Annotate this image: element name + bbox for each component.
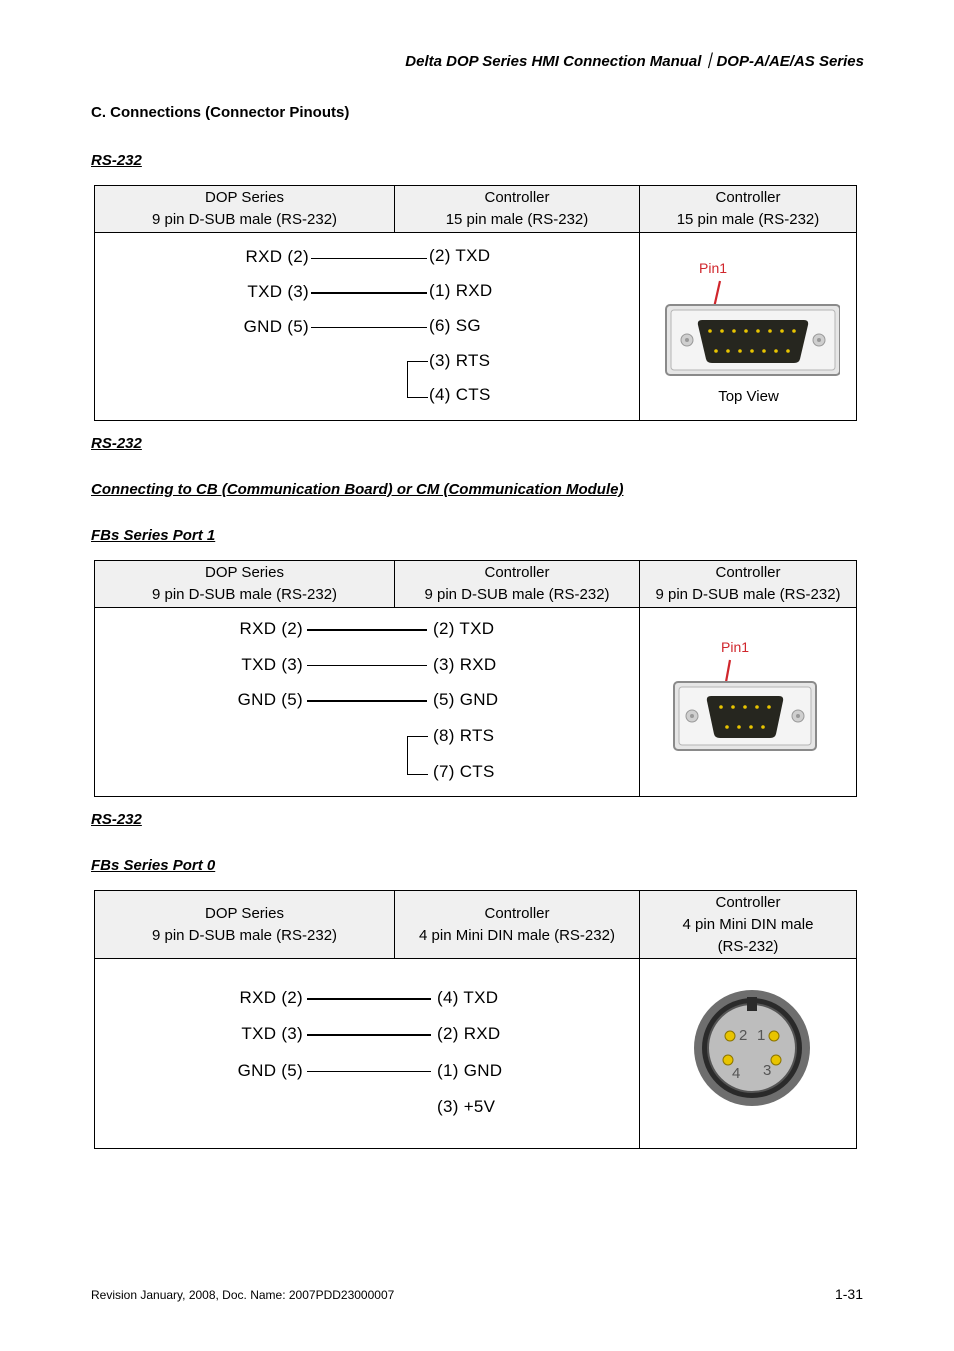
wire-line	[307, 1034, 431, 1036]
block3-pinout-table	[94, 890, 857, 1149]
top-view-caption: Top View	[718, 388, 779, 405]
section-title: C. Connections (Connector Pinouts)	[91, 104, 350, 121]
wire-left-label: TXD (3)	[247, 282, 309, 301]
wire-right-label: (4) CTS	[429, 385, 491, 404]
wire-left-label: RXD (2)	[245, 247, 309, 266]
block1-label: RS-232	[91, 152, 142, 169]
wire-right-label: (3) RXD	[433, 655, 497, 674]
block3-header-dop: DOP Series 9 pin D-SUB male (RS-232)	[95, 891, 395, 959]
wire-left-label: TXD (3)	[241, 1024, 303, 1043]
wire-right-label: (1) GND	[437, 1061, 503, 1080]
block2-wiring-cell	[95, 608, 640, 797]
block3-connector-cell	[640, 959, 857, 1149]
wire-left-label: RXD (2)	[239, 619, 303, 638]
wire-left-label: GND (5)	[237, 690, 303, 709]
rts-cts-jumper	[407, 736, 428, 775]
wire-line	[307, 998, 431, 1000]
wire-line	[307, 700, 427, 702]
manual-header-title: Delta DOP Series HMI Connection Manual｜DOP-A/AE/AS Series	[405, 53, 864, 70]
wire-left-label: RXD (2)	[239, 988, 303, 1007]
wire-right-label: (2) RXD	[437, 1024, 501, 1043]
block1-pinout-table	[94, 185, 857, 421]
wire-right-label: (1) RXD	[429, 281, 493, 300]
wire-line	[311, 292, 427, 294]
wire-line	[307, 1071, 431, 1072]
wire-left-label: GND (5)	[237, 1061, 303, 1080]
block2-header-controller-a: Controller 9 pin D-SUB male (RS-232)	[395, 561, 640, 608]
block2-connector-cell	[640, 608, 857, 797]
page-number: 1-31	[834, 1286, 863, 1302]
wire-line	[307, 629, 427, 631]
wire-line	[311, 258, 427, 259]
wire-line	[311, 327, 427, 328]
wire-right-label: (2) TXD	[429, 246, 491, 265]
block2-port-title: FBs Series Port 1	[91, 527, 216, 544]
block2-header-dop: DOP Series 9 pin D-SUB male (RS-232)	[95, 561, 395, 608]
wire-right-label: (4) TXD	[437, 988, 499, 1007]
wire-right-label: (3) RTS	[429, 351, 491, 370]
block2-pinout-table	[94, 560, 857, 797]
footer-revision: Revision January, 2008, Doc. Name: 2007PDD23000007	[91, 1288, 395, 1302]
block1-header-dop: DOP Series 9 pin D-SUB male (RS-232)	[95, 186, 395, 233]
pin1-label: Pin1	[721, 639, 750, 655]
rts-cts-jumper	[407, 361, 428, 398]
din-pin-number: 3	[763, 1062, 772, 1079]
wire-line	[307, 665, 427, 666]
wire-right-label: (8) RTS	[433, 726, 495, 745]
block3-header-controller-a: Controller 4 pin Mini DIN male (RS-232)	[395, 891, 640, 959]
block1-connector-cell	[640, 233, 857, 421]
din-pin-number: 4	[732, 1065, 741, 1082]
block2-label: RS-232	[91, 435, 142, 452]
wire-right-label: (6) SG	[429, 316, 481, 335]
block1-header-controller-b: Controller 15 pin male (RS-232)	[640, 186, 857, 233]
wire-left-label: GND (5)	[243, 317, 309, 336]
din-pin-number: 1	[757, 1027, 766, 1044]
block1-wiring-cell	[95, 233, 640, 421]
wire-right-label: (5) GND	[433, 690, 499, 709]
pin1-label: Pin1	[699, 260, 728, 276]
wire-right-label: (3) +5V	[437, 1097, 496, 1116]
block3-wiring-cell	[95, 959, 640, 1149]
wire-left-label: TXD (3)	[241, 655, 303, 674]
wire-right-label: (2) TXD	[433, 619, 495, 638]
dsub-9pin-connector-image	[670, 654, 820, 754]
din-pin-number: 2	[739, 1027, 748, 1044]
mini-din-connector-image	[691, 987, 813, 1109]
block2-header-controller-b: Controller 9 pin D-SUB male (RS-232)	[640, 561, 857, 608]
wire-right-label: (7) CTS	[433, 762, 495, 781]
block2-subtitle: Connecting to CB (Communication Board) or CM (Communication Module)	[91, 481, 624, 498]
dsub-15pin-connector-image	[660, 273, 840, 383]
block3-port-title: FBs Series Port 0	[91, 857, 216, 874]
block3-header-controller-b: Controller 4 pin Mini DIN male (RS-232)	[640, 891, 857, 959]
block1-header-controller-a: Controller 15 pin male (RS-232)	[395, 186, 640, 233]
block3-label: RS-232	[91, 811, 142, 828]
